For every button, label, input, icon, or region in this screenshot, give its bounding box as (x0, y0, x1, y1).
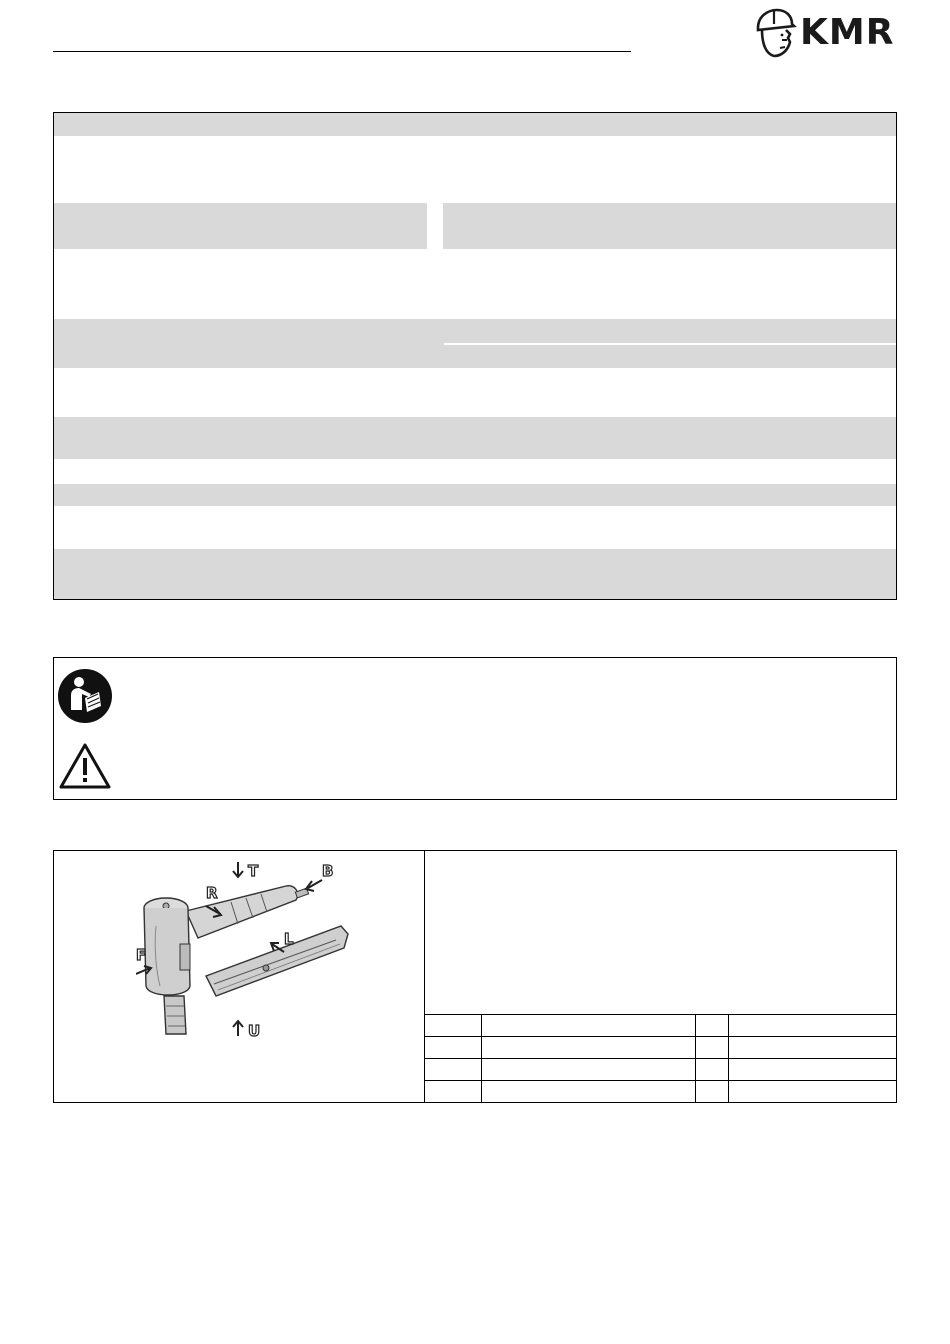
table-cell (425, 1059, 481, 1081)
table-cell (728, 1015, 896, 1037)
read-manual-icon (57, 668, 113, 724)
spec-row (54, 549, 896, 599)
tool-orientation-figure (53, 850, 897, 1103)
table-cell (695, 1081, 728, 1103)
table-row (425, 1059, 896, 1081)
spec-row-divider (444, 343, 896, 345)
spec-row (54, 484, 896, 506)
label-right: R (206, 884, 218, 902)
spec-row-header (54, 113, 896, 136)
table-cell (695, 1037, 728, 1059)
label-front: F (136, 946, 147, 964)
logo-wordmark: KMR (800, 12, 895, 53)
table-cell (425, 1081, 481, 1103)
brand-logo (752, 6, 902, 62)
table-row (425, 1015, 896, 1037)
safety-notice-box (53, 657, 897, 800)
spec-row (54, 203, 896, 249)
table-cell (728, 1059, 896, 1081)
hardhat-worker-icon (752, 8, 798, 60)
table-cell (481, 1081, 695, 1103)
table-row (425, 1037, 896, 1059)
table-cell (728, 1081, 896, 1103)
stapler-illustration (136, 856, 366, 1051)
table-cell (728, 1037, 896, 1059)
label-under: U (248, 1022, 261, 1040)
table-cell (695, 1015, 728, 1037)
label-back: B (322, 862, 334, 880)
spec-column-gap (427, 203, 443, 249)
spec-row (54, 417, 896, 459)
label-top: T (248, 862, 259, 880)
label-left: L (284, 930, 294, 948)
table-cell (481, 1037, 695, 1059)
table-cell (695, 1059, 728, 1081)
header-rule (53, 51, 631, 52)
table-cell (481, 1059, 695, 1081)
table-cell (481, 1015, 695, 1037)
warning-triangle-icon (58, 742, 112, 790)
table-cell (425, 1015, 481, 1037)
table-cell (425, 1037, 481, 1059)
table-row (425, 1081, 896, 1103)
parts-table (425, 1014, 896, 1102)
specification-table (53, 112, 897, 600)
